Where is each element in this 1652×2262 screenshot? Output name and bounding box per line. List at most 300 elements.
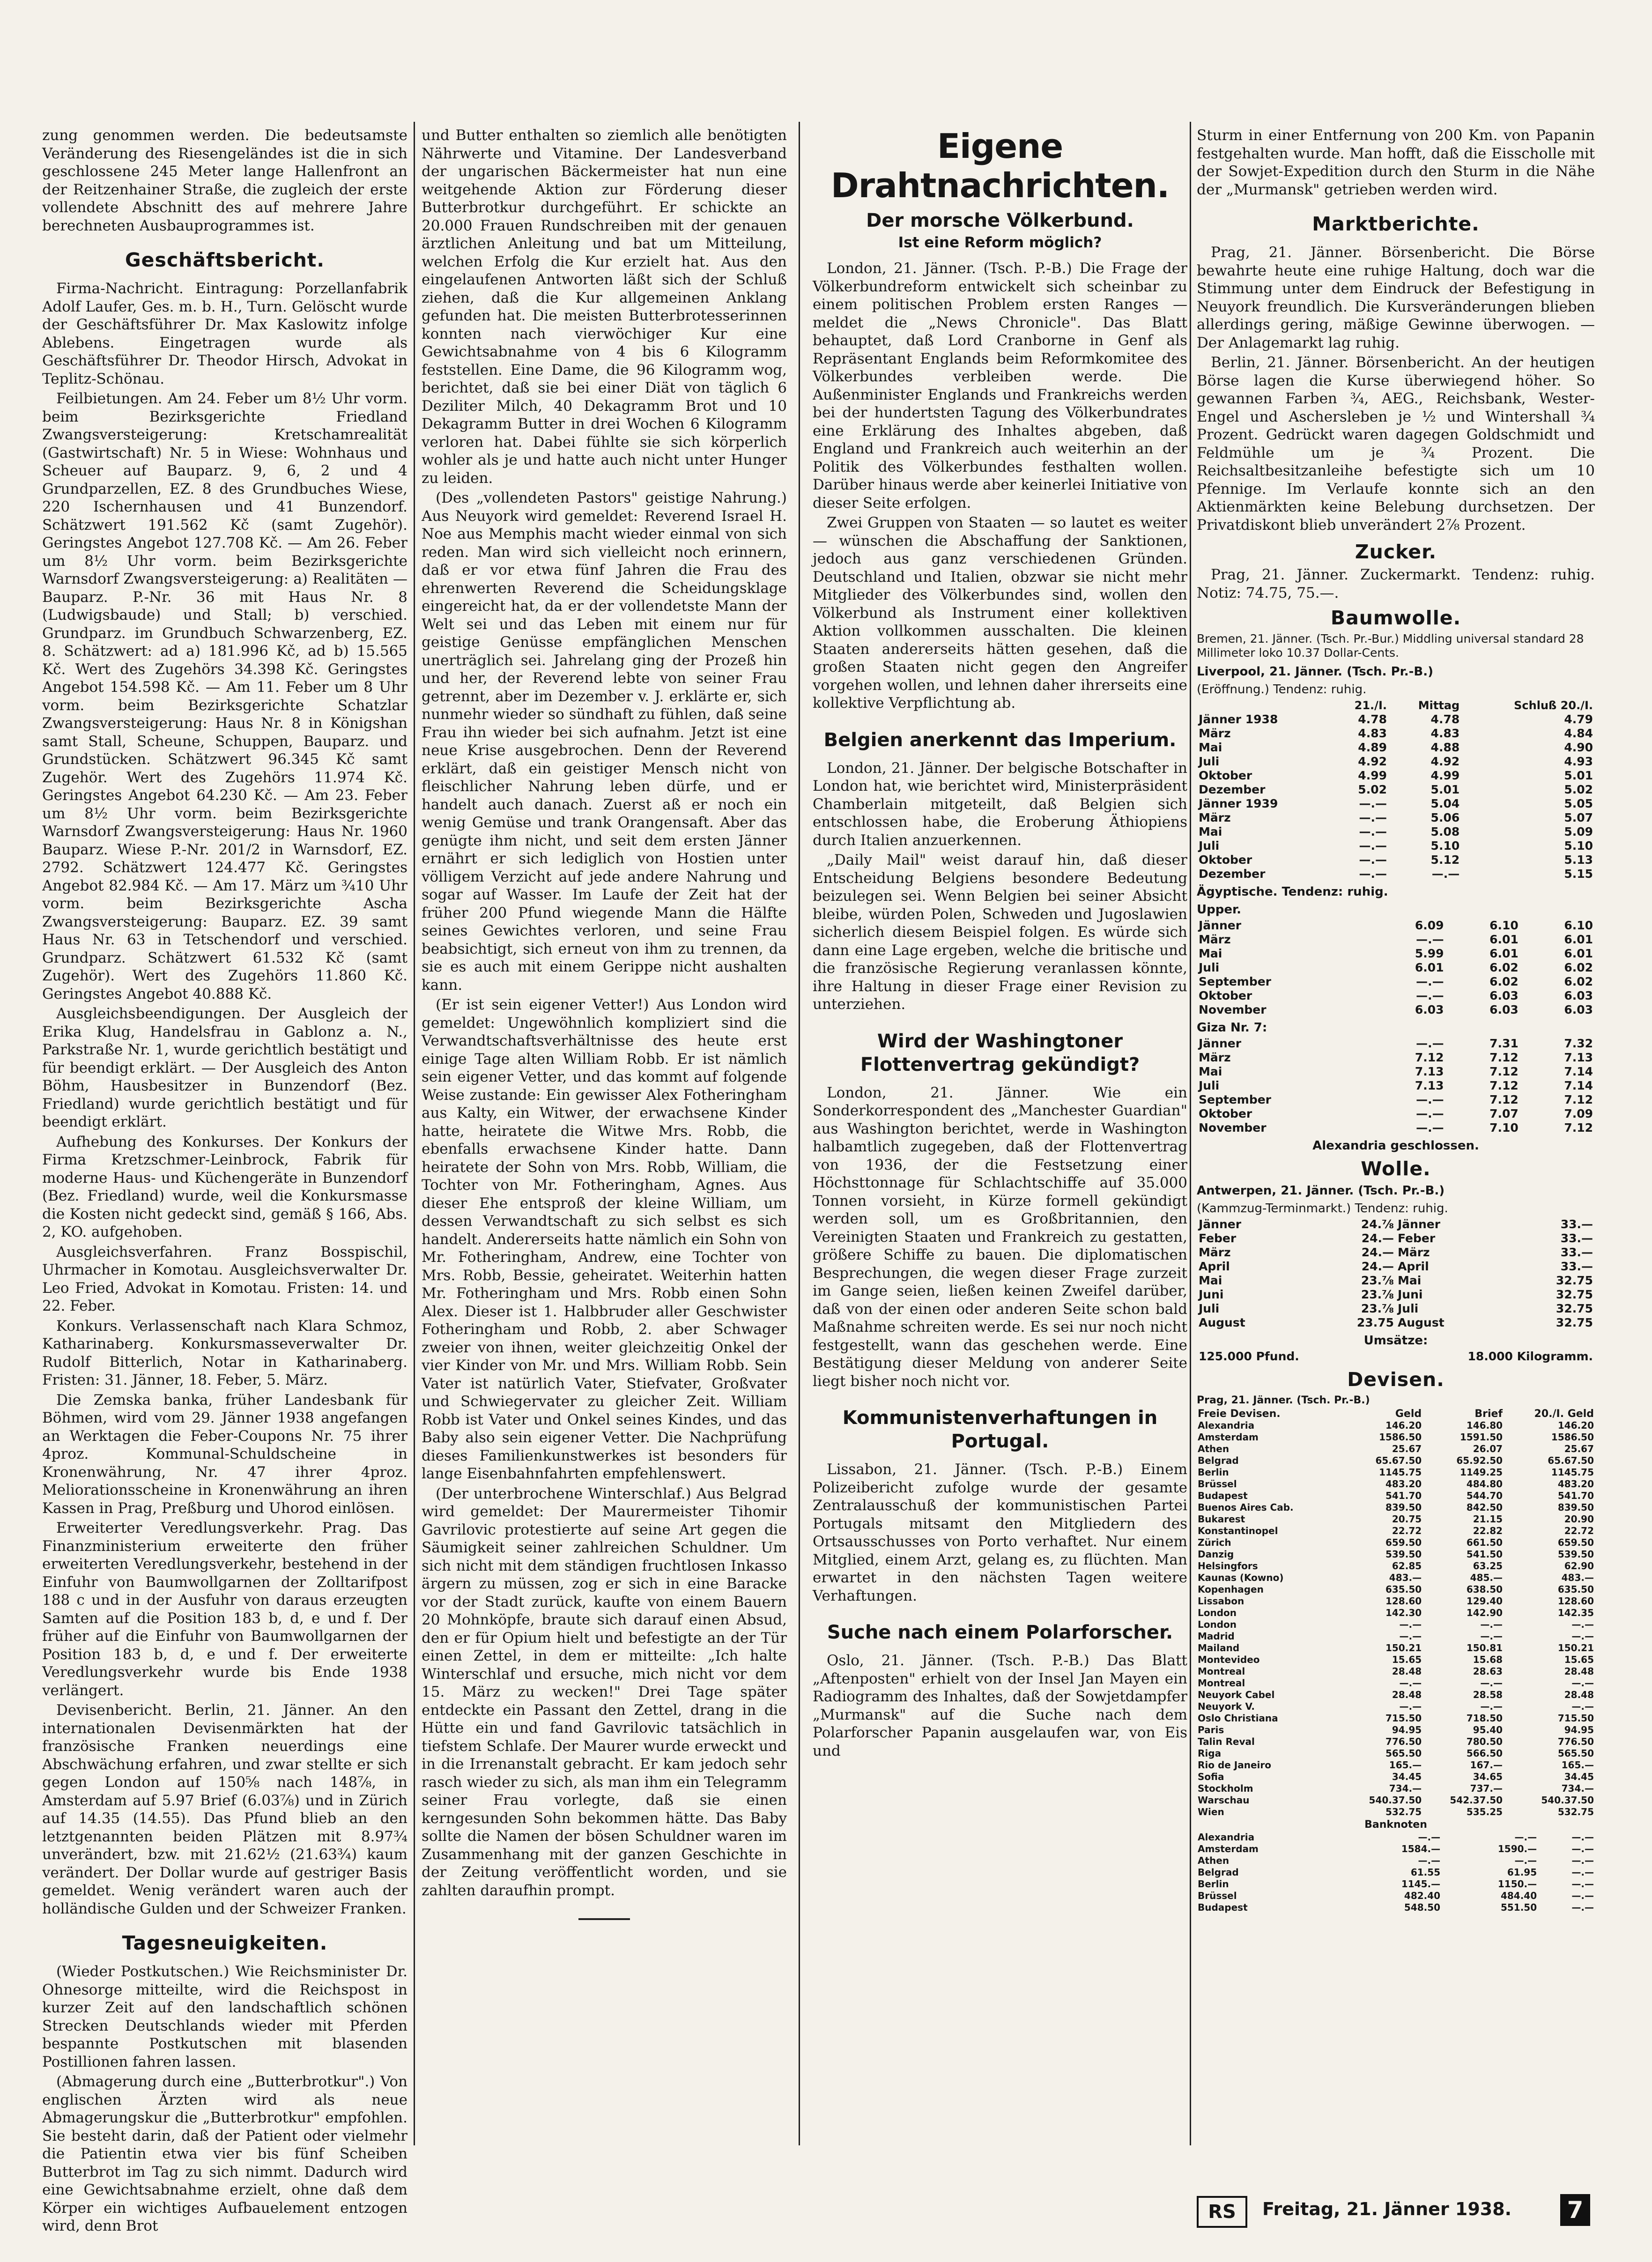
row-label: Oktober xyxy=(1199,853,1252,867)
cell-value: 7.09 xyxy=(1564,1107,1593,1120)
table-row xyxy=(1197,933,1595,947)
cell-value: 718.50 xyxy=(1466,1713,1503,1724)
row-label: Stockholm xyxy=(1198,1783,1253,1794)
cell-value: —.— xyxy=(1480,1701,1503,1712)
cell-value: 541.50 xyxy=(1466,1549,1503,1560)
cell-value: 565.50 xyxy=(1385,1748,1422,1759)
cell-value: 142.35 xyxy=(1557,1607,1594,1618)
cell-value: 1591.50 xyxy=(1459,1431,1503,1443)
cell-value: —.— xyxy=(1431,867,1460,881)
cell-value: 6.02 xyxy=(1489,975,1519,988)
cell-value: —.— xyxy=(1571,1677,1594,1689)
article-text: Sturm in einer Entfernung von 200 Km. von Papanin festgehalten wurde. Man hofft, daß die Eisscholle mit der Sowjet-Expedition durch den Sturm in die Nähe der „Murmansk" getrieben werden wird. xyxy=(1197,127,1595,198)
cell-value: —.— xyxy=(1416,933,1444,946)
column-header: Mittag xyxy=(1418,699,1460,712)
cell-value: 485.— xyxy=(1470,1572,1503,1583)
table-row xyxy=(1197,1654,1595,1666)
cell-value: 28.48 xyxy=(1392,1666,1422,1677)
table-row xyxy=(1197,1490,1595,1502)
cell-value: 15.65 xyxy=(1392,1654,1422,1665)
column-rule-3 xyxy=(1190,122,1191,2145)
cell-value: 25.67 xyxy=(1564,1443,1594,1454)
cell-value: 6.01 xyxy=(1415,961,1444,974)
cell-value: 483.20 xyxy=(1385,1478,1422,1490)
liverpool-table xyxy=(1197,698,1595,881)
umsaetze-table xyxy=(1197,1350,1595,1364)
cell-value: 1149.25 xyxy=(1459,1467,1503,1478)
cell-value: 4.83 xyxy=(1358,727,1387,740)
headline-flottenvertrag: Wird der Washingtoner Flottenvertrag gekündigt? xyxy=(860,1030,1140,1075)
row-label: Mailand xyxy=(1198,1642,1240,1654)
table-row xyxy=(1197,1316,1595,1330)
cell-value: 4.92 xyxy=(1358,755,1387,768)
table-row xyxy=(1197,1689,1595,1701)
cell-value: 7.12 xyxy=(1489,1065,1519,1078)
cell-value: —.— xyxy=(1416,1093,1444,1106)
table-row xyxy=(1197,1713,1595,1724)
cell-value: 541.70 xyxy=(1385,1490,1422,1501)
row-label: Berlin xyxy=(1198,1467,1229,1478)
table-row xyxy=(1197,811,1595,825)
report-item: Feilbietungen. Am 24. Feber um 8½ Uhr vorm. beim Bezirksgerichte Friedland Zwangsversteigerung: Kretschamrealität (Gastwirtschaft) Nr. 5 in Wiese: Wohnhaus und Scheuer auf Bauparz. 9, 6, 2 und 4 Grundparzellen, EZ. 8 des Grundbuches Wiese, 220 Ischernhausen und 41 Bunzendorf. Schätzwert 191.562 Kč (samt Zugehör). Geringstes Angebot 127.708 Kč. — Am 26. Feber um 8½ Uhr vorm. beim Bezirksgerichte Warnsdorf Zwangsversteigerung: a) Realitäten — Bauparz. P.-Nr. 36 mit Haus Nr. 8 (Ludwigsbaude) und Stall; b) verschied. Grundparz. im Grundbuch Schwarzenberg, EZ. 8. Schätzwert: ad a) 181.996 Kč, ad b) 15.565 Kč. Wert des Zugehörs 34.398 Kč. Geringstes Angebot 154.598 Kč. — Am 11. Feber um 8 Uhr vorm. beim Bezirksgerichte Schatzlar Zwangsversteigerung: Haus Nr. 8 in Königshan samt Stall, Scheune, Schuppen, Bauparz. und Grundstücken. Schätzwert 96.345 Kč samt Zugehör. Wert des Zugehörs 11.974 Kč. Geringstes Angebot 64.230 Kč. — Am 23. Feber um 8½ Uhr vorm. beim Bezirksgerichte Warnsdorf Zwangsversteigerung: Haus Nr. 1960 Bauparz. Wiese P.-Nr. 201/2 in Warnsdorf, EZ. 2792. Schätzwert 124.477 Kč. Geringstes Angebot 82.984 Kč. — Am 17. März um ¾10 Uhr vorm. beim Bezirksgerichte Ascha Zwangsversteigerung: Bauparz. EZ. 39 samt Haus Nr. 63 in Tetschendorf und verschied. Grundparz. Schätzwert 61.532 Kč (samt Zugehör). Wert des Zugehörs 11.860 Kč. Geringstes Angebot 40.888 Kč. xyxy=(42,390,407,1002)
row-label: Talin Reval xyxy=(1198,1736,1255,1747)
row-label: Danzig xyxy=(1198,1549,1234,1560)
cell-value: 532.75 xyxy=(1557,1806,1594,1817)
cell-value: 5.13 xyxy=(1564,853,1593,867)
row-label: Oktober xyxy=(1199,769,1252,782)
antwerpen-subheading: (Kammzug-Terminmarkt.) Tendenz: ruhig. xyxy=(1197,1201,1448,1216)
row-label: Neuyork V. xyxy=(1198,1701,1255,1712)
cell-value: —.— xyxy=(1359,867,1387,881)
cell-value: 7.12 xyxy=(1489,1093,1519,1106)
page-footer xyxy=(1197,2192,1595,2230)
cell-value: 661.50 xyxy=(1466,1537,1503,1548)
cell-value: 33.— xyxy=(1560,1260,1593,1273)
column-rule-2 xyxy=(799,122,800,2145)
cell-value: 715.50 xyxy=(1385,1713,1422,1724)
cell-value: 6.02 xyxy=(1564,961,1593,974)
row-label: Dezember xyxy=(1199,783,1266,796)
devisen-heading: Prag, 21. Jänner. (Tsch. Pr.-B.) xyxy=(1197,1394,1370,1406)
column-header: Schluß 20./I. xyxy=(1514,699,1593,712)
cell-value: 1145.75 xyxy=(1379,1467,1422,1478)
cell-value: 539.50 xyxy=(1385,1549,1422,1560)
report-item: Ausgleichsbeendigungen. Der Ausgleich der Erika Klug, Handelsfrau in Gablonz a. N., Parkstraße Nr. 1, wurde gerichtlich bestätigt und für beendigt erklärt. — Der Ausgleich des Anton Böhm, Hausbesitzer in Bunzendorf (Bez. Friedland) wurde gerichtlich bestätigt und für beendigt erklärt. xyxy=(42,1005,407,1130)
giza-table xyxy=(1197,1037,1595,1135)
row-label: Bukarest xyxy=(1198,1513,1245,1525)
cell-value: 540.37.50 xyxy=(1369,1795,1422,1806)
headline-belgien: Belgien anerkennt das Imperium. xyxy=(823,729,1177,751)
row-label: Riga xyxy=(1198,1748,1222,1759)
cell-value: —.— xyxy=(1416,1121,1444,1135)
row-label: August xyxy=(1199,1316,1245,1329)
news-item: (Abmagerung durch eine „Butterbrotkur".) Von englischen Ärzten wird als neue Abmagerungskur die „Butterbrotkur" empfohlen. Sie besteht darin, daß der Patient oder vielmehr die Patientin etwa vier bis fünf Scheiben Butterbrot im Tag zu sich nimmt. Dadurch wird eine Gewichtsabnahme erzielt, ohne daß dem Körper ein wichtiges Aufbauelement entzogen wird, denn Brot xyxy=(42,2073,407,2234)
cell-value: —.— xyxy=(1418,1832,1441,1843)
article-text: „Daily Mail" weist darauf hin, daß dieser Entscheidung Belgiens besondere Bedeutung beizulegen sei. Wenn Belgien bei seiner Absicht bleibe, würden Polen, Schweden und Jugoslawien sicherlich diesem Beispiel folgen. Es würde sich dann eine Lage ergeben, welche die britische und die französische Regierung veranlassen könnte, ihre Haltung in dieser Frage einer Revision zu unterziehen. xyxy=(813,852,1187,1013)
table-row xyxy=(1197,1003,1595,1017)
table-row xyxy=(1197,755,1595,769)
table-row xyxy=(1197,1806,1595,1818)
cell-value: 566.50 xyxy=(1466,1748,1503,1759)
cell-value: 6.10 xyxy=(1489,919,1519,932)
row-label: Jänner xyxy=(1199,1037,1242,1050)
cell-value: —.— xyxy=(1571,1832,1594,1843)
cell-value: 4.89 xyxy=(1358,741,1387,754)
column-2 xyxy=(422,126,787,2141)
upper-label: Upper. xyxy=(1197,903,1241,917)
main-heading: Eigene Drahtnachrichten. xyxy=(830,126,1170,205)
table-row xyxy=(1197,1867,1595,1878)
cell-value: 24.— xyxy=(1361,1231,1394,1245)
market-report: Prag, 21. Jänner. Börsenbericht. Die Börse bewahrte heute eine ruhige Haltung, doch war die Stimmung unter dem Eindruck der Befestigung in Neuyork freundlich. Die Kursveränderungen blieben allerdings gering, mäßige Gewinne überwogen. — Der Anlagemarkt lag ruhig. xyxy=(1197,244,1595,351)
cell-value: 61.95 xyxy=(1507,1867,1537,1878)
cell-value: 7.32 xyxy=(1564,1037,1593,1050)
cell-value: 4.78 xyxy=(1358,712,1387,726)
table-row xyxy=(1197,1843,1595,1855)
row-label: Oktober xyxy=(1199,989,1252,1002)
table-row xyxy=(1197,1288,1595,1302)
cell-value: —.— xyxy=(1418,1855,1441,1866)
cell-value: 146.20 xyxy=(1557,1420,1594,1431)
row-label: Feber xyxy=(1199,1231,1237,1245)
cell-value: 4.88 xyxy=(1430,741,1460,754)
row-label: Buenos Aires Cab. xyxy=(1198,1502,1294,1513)
row-label: Neuyork Cabel xyxy=(1198,1689,1275,1700)
table-row xyxy=(1197,1701,1595,1713)
cell-value: 150.21 xyxy=(1557,1642,1594,1654)
row-label: Juli xyxy=(1199,1079,1220,1092)
cell-value: —.— xyxy=(1359,825,1387,838)
cell-value: 33.— xyxy=(1560,1217,1593,1231)
cell-value: 483.— xyxy=(1561,1572,1594,1583)
liverpool-rows xyxy=(1197,712,1595,881)
row-label: Warschau xyxy=(1198,1795,1250,1806)
row-label: Dezember xyxy=(1199,867,1266,881)
cell-value: 4.93 xyxy=(1564,755,1593,768)
row-label: Montreal xyxy=(1198,1677,1245,1689)
table-row xyxy=(1197,1455,1595,1467)
row-label: Athen xyxy=(1198,1443,1230,1454)
cell-value: 32.75 xyxy=(1556,1302,1593,1315)
umsaetze-right: 18.000 Kilogramm. xyxy=(1467,1350,1593,1363)
news-item: (Der unterbrochene Winterschlaf.) Aus Belgrad wird gemeldet: Der Maurermeister Tihomir Gavrilovic protestierte auf seine Art gegen die Säumigkeit seiner zahlreichen Schuldner. Um sich nicht mit dem ständigen fruchtlosen Inkasso ärgern zu müssen, zog er sich in eine Baracke vor der Stadt zurück, kaufte von einem Bauern 20 Mohnköpfe, braute sich darauf einen Absud, den er für Opium hielt und befestigte an der Tür einen Zettel, in dem er mitteilte: „Ich halte Winterschlaf und ersuche, mich nicht vor dem 15. März zu wecken!" Drei Tage später entdeckte ein Passant den Zettel, drang in die Hütte ein und fand Gavrilovic tatsächlich in tiefstem Schlafe. Der Maurer wurde erweckt und in die Irrenanstalt gebracht. Er kam jedoch sehr rasch wieder zu sich, als man ihm ein Telegramm seiner Frau vorlegte, daß sie einen kerngesunden Sohn bekommen hätte. Das Baby sollte die Namen der bösen Schuldner waren im Zusammenhang mit der ganzen Geschichte in der Zeitung veröffentlicht worden, und sie zahlten daraufhin prompt. xyxy=(422,1485,787,1899)
cell-value: 94.95 xyxy=(1392,1724,1422,1735)
devisen-table xyxy=(1197,1408,1595,1818)
table-row xyxy=(1197,853,1595,867)
news-item: und Butter enthalten so ziemlich alle benötigten Nährwerte und Vitamine. Der Landesverband der ungarischen Bäckermeister hat nun eine weitgehende Aktion zur Förderung dieser Butterbrotkur durchgeführt. Er schickte an 20.000 Frauen Rundschreiben mit der genauen ärztlichen Anleitung und bat um Mitteilung, welchen Erfolg die Kur erzielt hat. Aus den eingelaufenen Antworten läßt sich der Schluß ziehen, daß die Kur allgemeinen Anklang gefunden hat. Die meisten Butterbrotesserinnen konnten nach vierwöchiger Kur eine Gewichtsabnahme von 4 bis 6 Kilogramm feststellen. Eine Dame, die 96 Kilogramm wog, berichtet, daß sie bei einer Diät von täglich 6 Deziliter Milch, 40 Dekagramm Brot und 10 Dekagramm Butter in drei Wochen 6 Kilogramm verloren hat. Dabei fühlte sie sich körperlich wohler als je und hatte auch nicht unter Hunger zu leiden. xyxy=(422,127,787,487)
row-label: Oktober xyxy=(1199,1107,1252,1120)
table-row xyxy=(1197,1420,1595,1431)
cell-value: 23.⅞ xyxy=(1361,1302,1394,1315)
cell-value: 22.82 xyxy=(1473,1525,1503,1536)
table-row xyxy=(1197,1855,1595,1867)
article-text: London, 21. Jänner. Der belgische Botschafter in London hat, wie berichtet wird, Ministerpräsident Chamberlain mitgeteilt, daß Belgien sich entschlossen habe, die Eroberung Äthiopiens durch Italien anzuerkennen. xyxy=(813,759,1187,849)
cell-value: 484.40 xyxy=(1500,1890,1537,1901)
cell-value: 167.— xyxy=(1470,1759,1503,1771)
cell-value: 7.12 xyxy=(1415,1051,1444,1064)
row-label: Konstantinopel xyxy=(1198,1525,1278,1536)
cell-value: 541.70 xyxy=(1557,1490,1594,1501)
row-label: Budapest xyxy=(1198,1490,1248,1501)
cell-value: 7.07 xyxy=(1489,1107,1519,1120)
cell-value: —.— xyxy=(1571,1902,1594,1913)
table-row xyxy=(1197,1217,1595,1231)
cell-value: 776.50 xyxy=(1557,1736,1594,1747)
cell-value: —.— xyxy=(1514,1855,1537,1866)
row-label: Mai xyxy=(1199,1274,1222,1287)
row-label: April xyxy=(1199,1260,1230,1273)
cell-value: 7.12 xyxy=(1489,1051,1519,1064)
aegyptische-heading: Ägyptische. Tendenz: ruhig. xyxy=(1197,885,1388,899)
row-label: Juni xyxy=(1199,1288,1224,1301)
table-row xyxy=(1197,1121,1595,1135)
cell-value: 1586.50 xyxy=(1551,1431,1594,1443)
row-label: Wien xyxy=(1198,1806,1224,1817)
liverpool-heading: Liverpool, 21. Jänner. (Tsch. Pr.-B.) xyxy=(1197,665,1433,679)
cell-value: 4.78 xyxy=(1430,712,1460,726)
row-label: Jänner 1938 xyxy=(1199,712,1278,726)
table-row xyxy=(1197,1302,1595,1316)
cell-value: 24.⅞ xyxy=(1361,1217,1394,1231)
cell-value: 7.13 xyxy=(1415,1065,1444,1078)
cell-value: 542.37.50 xyxy=(1450,1795,1503,1806)
table-row xyxy=(1197,989,1595,1003)
row-label: März xyxy=(1199,811,1231,824)
cell-value: 65.67.50 xyxy=(1375,1455,1422,1466)
cell-value: 7.12 xyxy=(1489,1079,1519,1092)
row-label: Brüssel xyxy=(1198,1478,1237,1490)
cell-value: 482.40 xyxy=(1404,1890,1441,1901)
cell-value: Juni xyxy=(1397,1288,1423,1301)
cell-value: 5.05 xyxy=(1564,797,1593,810)
row-label: Mai xyxy=(1199,947,1222,960)
row-label: Helsingfors xyxy=(1198,1560,1258,1572)
cell-value: 128.60 xyxy=(1385,1595,1422,1607)
table-row xyxy=(1197,1759,1595,1771)
row-label: November xyxy=(1199,1121,1267,1135)
row-label: Madrid xyxy=(1198,1631,1235,1642)
cell-value: 65.92.50 xyxy=(1456,1455,1503,1466)
cell-value: 1584.— xyxy=(1401,1843,1441,1854)
cell-value: 6.03 xyxy=(1564,1003,1593,1016)
row-label: Brüssel xyxy=(1198,1890,1237,1901)
cell-value: —.— xyxy=(1571,1701,1594,1712)
cell-value: —.— xyxy=(1480,1631,1503,1642)
cell-value: —.— xyxy=(1359,811,1387,824)
cell-value: 635.50 xyxy=(1557,1584,1594,1595)
table-row xyxy=(1197,1537,1595,1549)
column-header: 21./I. xyxy=(1354,699,1387,712)
alexandria-note: Alexandria geschlossen. xyxy=(1312,1139,1479,1153)
row-label: November xyxy=(1199,1003,1267,1016)
table-row xyxy=(1197,1549,1595,1560)
row-label: Zürich xyxy=(1198,1537,1231,1548)
headline-polarforscher: Suche nach einem Polarforscher. xyxy=(827,1622,1173,1643)
cell-value: —.— xyxy=(1571,1843,1594,1854)
cell-value: 535.25 xyxy=(1466,1806,1503,1817)
cell-value: 734.— xyxy=(1561,1783,1594,1794)
cell-value: 62.90 xyxy=(1564,1560,1594,1572)
table-row xyxy=(1197,1431,1595,1443)
cell-value: 4.90 xyxy=(1564,741,1593,754)
cell-value: 5.01 xyxy=(1564,769,1593,782)
table-row xyxy=(1197,1107,1595,1121)
cell-value: 734.— xyxy=(1389,1783,1422,1794)
cell-value: 5.08 xyxy=(1430,825,1460,838)
cell-value: 715.50 xyxy=(1557,1713,1594,1724)
cell-value: 21.15 xyxy=(1473,1513,1503,1525)
table-header-row xyxy=(1197,1408,1595,1420)
cell-value: 7.31 xyxy=(1489,1037,1519,1050)
cell-value: 6.02 xyxy=(1564,975,1593,988)
column-1 xyxy=(42,126,407,2234)
cell-value: 6.01 xyxy=(1489,947,1519,960)
row-label: Jänner 1939 xyxy=(1199,797,1278,810)
cell-value: 1150.— xyxy=(1497,1878,1537,1890)
report-item: Ausgleichsverfahren. Franz Bosspischil, Uhrmacher in Komotau. Ausgleichsverwalter Dr. Leo Fried, Advokat in Komotau. Fristen: 14. und 22. Feber. xyxy=(42,1243,407,1314)
cell-value: 6.03 xyxy=(1415,1003,1444,1016)
cell-value: April xyxy=(1397,1260,1429,1273)
table-row xyxy=(1197,1832,1595,1843)
cell-value: 6.01 xyxy=(1489,933,1519,946)
table-row xyxy=(1197,1748,1595,1759)
headline-voelkerbund: Der morsche Völkerbund. xyxy=(866,210,1134,231)
antwerpen-heading: Antwerpen, 21. Jänner. (Tsch. Pr.-B.) xyxy=(1197,1184,1445,1198)
column-header: 20./I. Geld xyxy=(1534,1408,1594,1420)
table-row xyxy=(1197,1642,1595,1654)
cell-value: 150.81 xyxy=(1466,1642,1503,1654)
cell-value: 5.10 xyxy=(1564,839,1593,853)
row-label: London xyxy=(1198,1619,1237,1630)
cell-value: 65.67.50 xyxy=(1548,1455,1594,1466)
cell-value: 165.— xyxy=(1561,1759,1594,1771)
cell-value: 62.85 xyxy=(1392,1560,1422,1572)
table-row xyxy=(1197,1595,1595,1607)
upper-table xyxy=(1197,919,1595,1017)
cell-value: —.— xyxy=(1480,1677,1503,1689)
table-row xyxy=(1197,1771,1595,1783)
banknoten-label: Banknoten xyxy=(1364,1819,1427,1831)
headline-portugal: Kommunistenverhaftungen in Portugal. xyxy=(842,1407,1158,1452)
row-label: Alexandria xyxy=(1198,1420,1255,1431)
cell-value: 7.14 xyxy=(1564,1065,1593,1078)
column-header: Freie Devisen. xyxy=(1198,1408,1281,1420)
table-row xyxy=(1197,1274,1595,1288)
report-item: Konkurs. Verlassenschaft nach Klara Schmoz, Katharinaberg. Konkursmasseverwalter Dr. Rudolf Bitterlich, Notar in Katharinaberg. Fristen: 31. Jänner, 18. Feber, 5. März. xyxy=(42,1317,407,1388)
row-label: Amsterdam xyxy=(1198,1431,1259,1443)
cell-value: —.— xyxy=(1571,1855,1594,1866)
cell-value: 20.90 xyxy=(1564,1513,1594,1525)
cell-value: —.— xyxy=(1416,989,1444,1002)
row-label: Amsterdam xyxy=(1198,1843,1259,1854)
cell-value: 146.80 xyxy=(1466,1420,1503,1431)
cell-value: 28.58 xyxy=(1473,1689,1503,1700)
cell-value: 4.99 xyxy=(1358,769,1387,782)
table-row xyxy=(1197,797,1595,811)
row-label: Juli xyxy=(1199,839,1220,853)
cell-value: 5.99 xyxy=(1415,947,1444,960)
table-row xyxy=(1197,1065,1595,1079)
table-row xyxy=(1197,1666,1595,1677)
cell-value: 4.92 xyxy=(1430,755,1460,768)
table-row xyxy=(1197,1502,1595,1513)
market-report: Prag, 21. Jänner. Zuckermarkt. Tendenz: ruhig. Notiz: 74.75, 75.—. xyxy=(1197,566,1595,601)
news-item: (Er ist sein eigener Vetter!) Aus London wird gemeldet: Ungewöhnlich kompliziert sind die Verwandtschaftsverhältnisse des heute erst einige Tage alten William Robb. Er ist nämlich sein eigener Vetter, und das kommt auf folgende Weise zustande: Ein gewisser Alex Fotheringham aus Kalty, ein Witwer, der erwachsene Kinder hatte, heiratete die Witwe Mrs. Robb, die ebenfalls erwachsene Kinder hatte. Dann heiratete der Sohn von Mrs. Robb, William, die Tochter von Mr. Fotheringham, Agnes. Aus dieser Ehe entsproß der kleine William, um dessen Verwandtschaft zu sich selbst es sich handelt. Andererseits hatte nämlich ein Sohn von Mr. Fotheringham, Andrew, eine Tochter von Mrs. Robb, Bessie, geheiratet. Weiterhin hatten Mr. Fotheringham und Mrs. Robb einen Sohn Alex. Dieser ist 1. Halbbruder aller Geschwister Fotheringham und Robb, 2. aber Schwager zweier von ihnen, weiter gleichzeitig Onkel der vier Kinder von Mr. und Mrs. William Robb. Sein Vater ist natürlich Vater, Stiefvater, Großvater und Schwiegervater zu gleicher Zeit. William Robb ist Vater und Onkel seines Kindes, und das Baby also sein eigener Vetter. Die Nachprüfung dieses Familienkunstwerkes ist besonders für lange Eisenbahnfahrten empfehlenswert. xyxy=(422,996,787,1482)
cell-value: 165.— xyxy=(1389,1759,1422,1771)
table-row xyxy=(1197,712,1595,727)
liverpool-subheading: (Eröffnung.) Tendenz: ruhig. xyxy=(1197,682,1367,697)
cell-value: 551.50 xyxy=(1500,1902,1537,1913)
cell-value: 7.13 xyxy=(1564,1051,1593,1064)
table-row xyxy=(1197,1902,1595,1913)
cell-value: 5.07 xyxy=(1564,811,1593,824)
row-label: März xyxy=(1199,1051,1231,1064)
cell-value: —.— xyxy=(1571,1619,1594,1630)
cell-value: 6.02 xyxy=(1489,961,1519,974)
table-row xyxy=(1197,1467,1595,1478)
table-row xyxy=(1197,1079,1595,1093)
cell-value: —.— xyxy=(1359,797,1387,810)
table-row xyxy=(1197,1572,1595,1584)
article-text: zung genommen werden. Die bedeutsamste Veränderung des Riesengeländes ist die in sich geschlossene 245 Meter lange Hallenfront an der Reitzenhainer Straße, die zugleich der erste vollendete Abschnitt des auf mehrere Jahre berechneten Ausbauprogrammes ist. xyxy=(42,127,407,234)
cell-value: 540.37.50 xyxy=(1541,1795,1594,1806)
cell-value: —.— xyxy=(1399,1701,1422,1712)
cell-value: —.— xyxy=(1399,1619,1422,1630)
table-row xyxy=(1197,1513,1595,1525)
cell-value: 32.75 xyxy=(1556,1316,1593,1329)
cell-value: —.— xyxy=(1571,1878,1594,1890)
cell-value: 33.— xyxy=(1560,1246,1593,1259)
cell-value: 94.95 xyxy=(1564,1724,1594,1735)
cell-value: 61.55 xyxy=(1410,1867,1441,1878)
table-row xyxy=(1197,919,1595,933)
cell-value: —.— xyxy=(1399,1677,1422,1689)
section-title-baumwolle: Baumwolle. xyxy=(1330,607,1461,629)
column-header xyxy=(1197,698,1331,712)
cell-value: 548.50 xyxy=(1404,1902,1441,1913)
report-item: Firma-Nachricht. Eintragung: Porzellanfabrik Adolf Laufer, Ges. m. b. H., Turn. Gelöscht wurde der Geschäftsführer Dr. Max Kaslowitz infolge Ablebens. Eingetragen wurde als Geschäftsführer Dr. Theodor Hirsch, Advokat in Teplitz-Schönau. xyxy=(42,280,407,387)
cell-value: 5.06 xyxy=(1430,811,1460,824)
cell-value: 15.68 xyxy=(1473,1654,1503,1665)
column-header: Geld xyxy=(1395,1408,1422,1420)
row-label: Juli xyxy=(1199,961,1220,974)
row-label: Oslo Christiana xyxy=(1198,1713,1278,1724)
table-row xyxy=(1197,1231,1595,1246)
cell-value: 150.21 xyxy=(1385,1642,1422,1654)
column-3 xyxy=(813,126,1187,2141)
article-text: London, 21. Jänner. (Tsch. P.-B.) Die Frage der Völkerbundreform entwickelt sich scheinbar zu einem politischen Problem ersten Ranges — meldet die „News Chronicle". Das Blatt behauptet, daß Lord Cranborne in Genf als Repräsentant Englands beim Reformkomitee des Völkerbundes verbleiben werde. Die Außenminister Englands und Frankreichs werden bei der hundertsten Tagung des Völkerbundrates eine Erklärung des Inhaltes abgeben, daß England und Frankreich auch weiterhin an der Politik des Völkerbundes festhalten wollen. Darüber hinaus werde aber keinerlei Initiative von dieser Seite erfolgen. xyxy=(813,260,1187,512)
cell-value: August xyxy=(1397,1316,1445,1329)
cell-value: 839.50 xyxy=(1557,1502,1594,1513)
section-title-wolle: Wolle. xyxy=(1361,1157,1431,1180)
table-row xyxy=(1197,1619,1595,1631)
cell-value: 24.— xyxy=(1361,1246,1394,1259)
table-row xyxy=(1197,1677,1595,1689)
cell-value: 33.— xyxy=(1560,1231,1593,1245)
cell-value: 659.50 xyxy=(1557,1537,1594,1548)
cell-value: —.— xyxy=(1359,853,1387,867)
table-row xyxy=(1197,1051,1595,1065)
row-label: Juli xyxy=(1199,1302,1220,1315)
cell-value: 32.75 xyxy=(1556,1274,1593,1287)
cell-value: 128.60 xyxy=(1557,1595,1594,1607)
cell-value: 544.70 xyxy=(1466,1490,1503,1501)
cell-value: 6.01 xyxy=(1564,947,1593,960)
row-label: März xyxy=(1199,1246,1231,1259)
cell-value: 659.50 xyxy=(1385,1537,1422,1548)
table-row xyxy=(1197,975,1595,989)
cell-value: Mai xyxy=(1397,1274,1422,1287)
